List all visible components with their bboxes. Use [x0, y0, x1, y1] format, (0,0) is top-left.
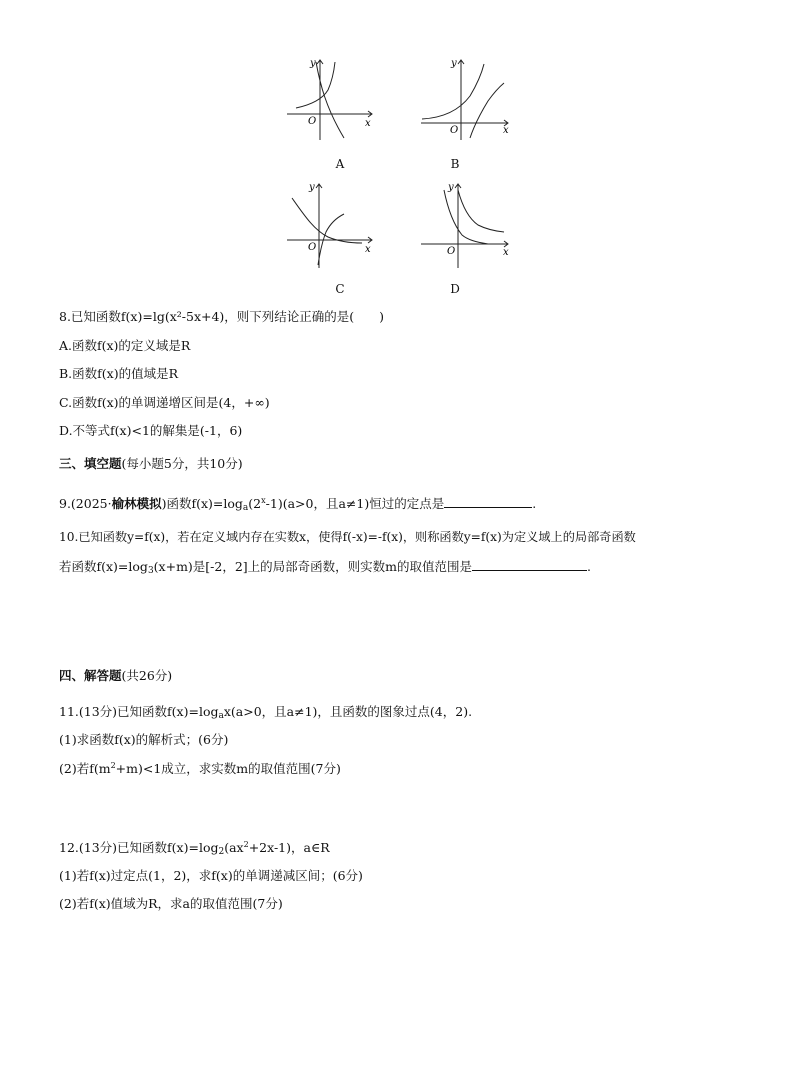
q11-stem — [59, 702, 472, 721]
y-axis-label: y — [309, 182, 315, 193]
q9-sub: a — [242, 503, 249, 513]
q11-text-b: x(a>0，且a≠1)，且函数的图象过点(4，2). — [223, 704, 473, 719]
q10-text-a: 若函数f(x)=log — [59, 559, 148, 574]
q9-answer-blank[interactable] — [444, 495, 532, 508]
q11-part2 — [59, 759, 341, 777]
origin-label: O — [450, 125, 459, 136]
q9-source: 榆林模拟 — [111, 496, 162, 511]
section3-note: (每小题5分，共10分) — [121, 456, 243, 471]
section4-note: (共26分) — [121, 668, 173, 683]
graph-d — [418, 180, 513, 272]
q12-sub: 2 — [218, 847, 225, 857]
q8-option-b: B.函数f(x)的值域是R — [59, 366, 179, 381]
section3-heading — [59, 454, 243, 472]
q12-text-c: +2x-1)，a∈R — [248, 840, 330, 855]
graph-b — [418, 56, 513, 144]
x-axis-label: x — [503, 247, 509, 258]
q11-part1: (1)求函数f(x)的解析式；(6分) — [59, 732, 229, 747]
x-axis-label: x — [503, 125, 509, 136]
q9-end: -1)(a>0，且a≠1)恒过的定点是 — [265, 496, 445, 511]
q11-text-a: 11.(13分)已知函数f(x)=log — [59, 704, 219, 719]
q12-part1: (1)若f(x)过定点(1，2)，求f(x)的单调递减区间；(6分) — [59, 868, 363, 883]
graph-a — [282, 56, 377, 144]
q10-text-b: (x+m)是[-2，2]上的局部奇函数，则实数m的取值范围是 — [153, 559, 473, 574]
q12-sup: 2 — [243, 840, 249, 849]
q10-line2 — [59, 557, 591, 576]
q11-part2-a: (2)若f(m — [59, 761, 111, 776]
q11-part2-sup: 2 — [110, 761, 116, 770]
q12-part2: (2)若f(x)值域为R，求a的取值范围(7分) — [59, 896, 283, 911]
q11-sub: a — [218, 711, 224, 721]
y-axis-label: y — [451, 58, 457, 69]
q10-line1: 10.已知函数y=f(x)，若在定义域内存在实数x，使得f(-x)=-f(x)，则称函数y=f(x)为定义域上的局部奇函数 — [59, 530, 636, 544]
q8-option-a: A.函数f(x)的定义域是R — [59, 338, 191, 353]
q10-answer-blank[interactable] — [472, 558, 587, 571]
x-axis-label: x — [365, 118, 371, 129]
q12-text-a: 12.(13分)已知函数f(x)=log — [59, 840, 219, 855]
q11-part2-b: +m)<1成立，求实数m的取值范围(7分) — [115, 761, 341, 776]
q9-tail: (2 — [248, 496, 262, 511]
q9-period: . — [532, 496, 537, 511]
q10-sub: 3 — [147, 566, 154, 576]
q8-option-d: D.不等式f(x)<1的解集是(-1，6) — [59, 423, 243, 438]
caption-b: B — [450, 157, 460, 171]
q9-sup: x — [261, 496, 266, 505]
graph-c — [282, 180, 377, 272]
section4-title: 四、解答题 — [59, 668, 122, 683]
q9-text-a: )函数f(x)=log — [161, 496, 243, 511]
section4-heading — [59, 666, 172, 684]
x-axis-label: x — [365, 244, 371, 255]
q8-option-c: C.函数f(x)的单调递增区间是(4，+∞) — [59, 395, 270, 410]
q9-text — [59, 494, 536, 513]
origin-label: O — [308, 242, 317, 253]
q8-stem: 8.已知函数f(x)=lg(x²-5x+4)，则下列结论正确的是( ) — [59, 309, 385, 324]
q10-period: . — [587, 559, 592, 574]
y-axis-label: y — [310, 58, 316, 69]
y-axis-label: y — [448, 182, 454, 193]
origin-label: O — [308, 116, 317, 127]
caption-a: A — [335, 157, 345, 171]
caption-c: C — [335, 282, 345, 296]
caption-d: D — [450, 282, 460, 296]
q9-prefix: 9.(2025· — [59, 496, 112, 511]
q12-stem — [59, 838, 330, 857]
q12-text-b: (ax — [224, 840, 244, 855]
section3-title: 三、填空题 — [59, 456, 122, 471]
origin-label: O — [447, 246, 456, 257]
